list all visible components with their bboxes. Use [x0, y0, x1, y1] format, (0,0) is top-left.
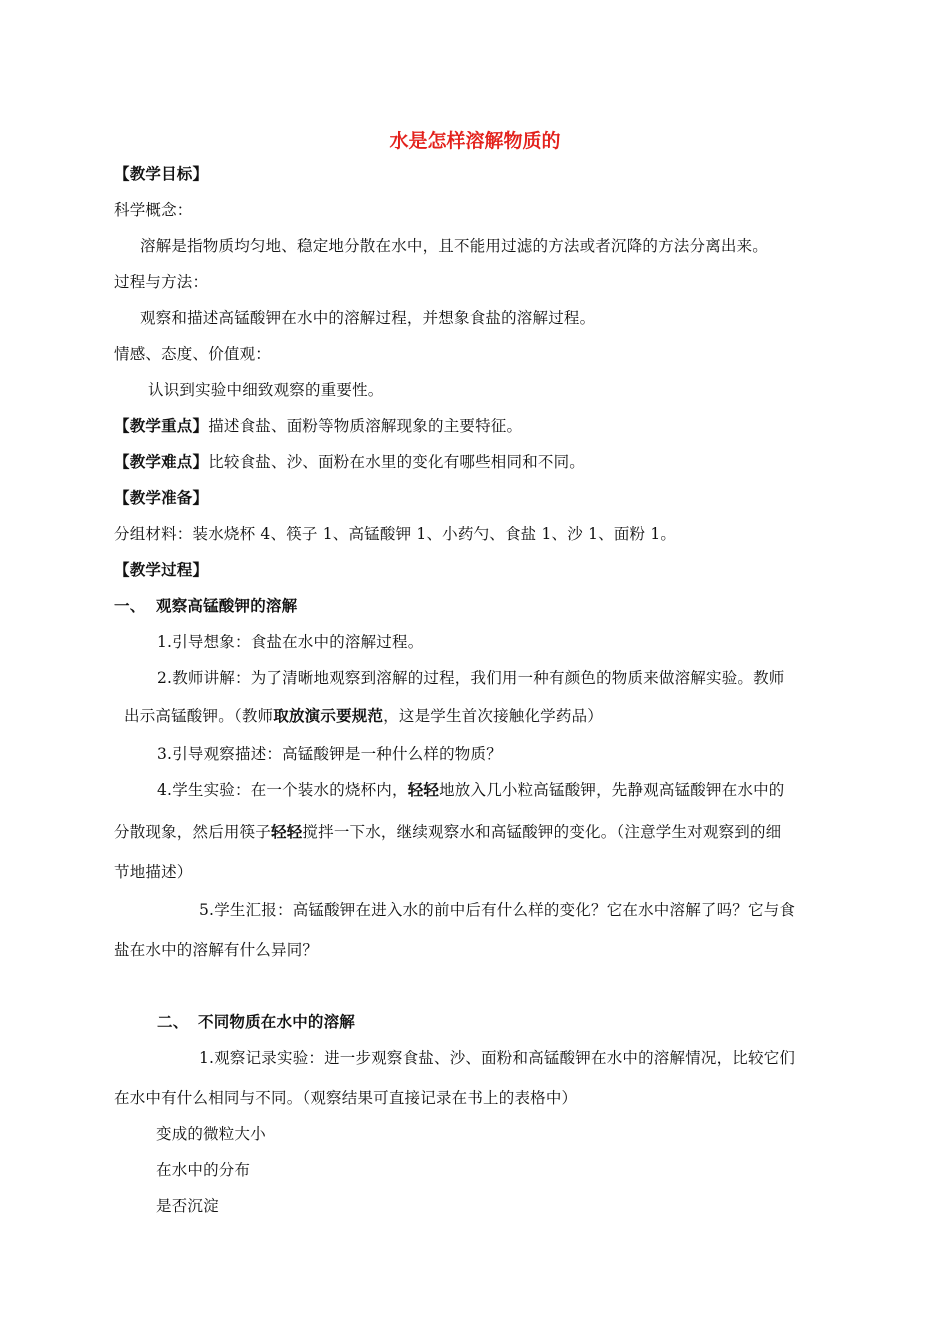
key-point-text: 描述食盐、面粉等物质溶解现象的主要特征。	[208, 417, 523, 435]
step2-text-bold: 取放演示要规范	[273, 707, 384, 725]
section2-step1-line2: 在水中有什么相同与不同。（观察结果可直接记录在书上的表格中）	[114, 1089, 578, 1107]
process-method-text: 观察和描述高锰酸钾在水中的溶解过程，并想象食盐的溶解过程。	[140, 309, 596, 327]
section2-title: 不同物质在水中的溶解	[198, 1013, 356, 1031]
step4-line2-b: 搅拌一下水，继续观察水和高锰酸钾的变化。（注意学生对观察到的细	[302, 823, 782, 841]
section1-step1: 1.引导想象：食盐在水中的溶解过程。	[157, 633, 424, 651]
step4-line2-a: 分散现象，然后用筷子	[114, 823, 272, 841]
section1-step2-line2	[124, 706, 603, 726]
concept-text: 溶解是指物质均匀地、稳定地分散在水中，且不能用过滤的方法或者沉降的方法分离出来。	[140, 237, 769, 255]
section1-title: 观察高锰酸钾的溶解	[156, 597, 298, 615]
observation-item: 变成的微粒大小	[156, 1125, 266, 1143]
step4-line1-b: 地放入几小粒高锰酸钾，先静观高锰酸钾在水中的	[439, 781, 785, 799]
section1-step4-line1	[157, 780, 785, 800]
objectives-heading: 【教学目标】	[114, 165, 209, 183]
preparation-heading: 【教学准备】	[114, 489, 209, 507]
key-point-label: 【教学重点】	[114, 417, 209, 435]
attitude-text: 认识到实验中细致观察的重要性。	[148, 381, 384, 399]
step2-text-a: 出示高锰酸钾。（教师	[124, 707, 274, 725]
process-heading: 【教学过程】	[114, 561, 209, 579]
difficulty-text: 比较食盐、沙、面粉在水里的变化有哪些相同和不同。	[208, 453, 586, 471]
observation-item: 是否沉淀	[156, 1197, 219, 1215]
attitude-label: 情感、态度、价值观：	[114, 345, 272, 363]
step4-line1-bold: 轻轻	[407, 781, 440, 799]
preparation-text: 分组材料：装水烧杯 4、筷子 1、高锰酸钾 1、小药勺、食盐 1、沙 1、面粉 1。	[114, 525, 677, 543]
step2-text-b: ，这是学生首次接触化学药品）	[383, 707, 603, 725]
section1-step4-line2	[114, 822, 781, 842]
section1-step5-line1: 5.学生汇报：高锰酸钾在进入水的前中后有什么样的变化？它在水中溶解了吗？它与食	[199, 901, 796, 919]
key-point-line	[114, 416, 522, 436]
section1-number: 一、	[114, 597, 146, 615]
step4-line2-bold: 轻轻	[271, 823, 303, 841]
section1-step3: 3.引导观察描述：高锰酸钾是一种什么样的物质？	[157, 745, 502, 763]
section2-step1-line1: 1.观察记录实验：进一步观察食盐、沙、面粉和高锰酸钾在水中的溶解情况，比较它们	[199, 1049, 796, 1067]
concept-label: 科学概念：	[114, 201, 193, 219]
section2-number: 二、	[157, 1013, 189, 1031]
section1-step4-line3: 节地描述）	[114, 863, 193, 881]
difficulty-line	[114, 452, 585, 472]
section1-step5-line2: 盐在水中的溶解有什么异同？	[114, 941, 319, 959]
section1-step2-line1: 2.教师讲解：为了清晰地观察到溶解的过程，我们用一种有颜色的物质来做溶解实验。教师	[157, 669, 785, 687]
process-method-label: 过程与方法：	[114, 273, 209, 291]
step4-line1-a: 4.学生实验：在一个装水的烧杯内，	[157, 781, 408, 799]
observation-item: 在水中的分布	[156, 1161, 251, 1179]
document-title: 水是怎样溶解物质的	[389, 130, 561, 152]
difficulty-label: 【教学难点】	[114, 453, 209, 471]
